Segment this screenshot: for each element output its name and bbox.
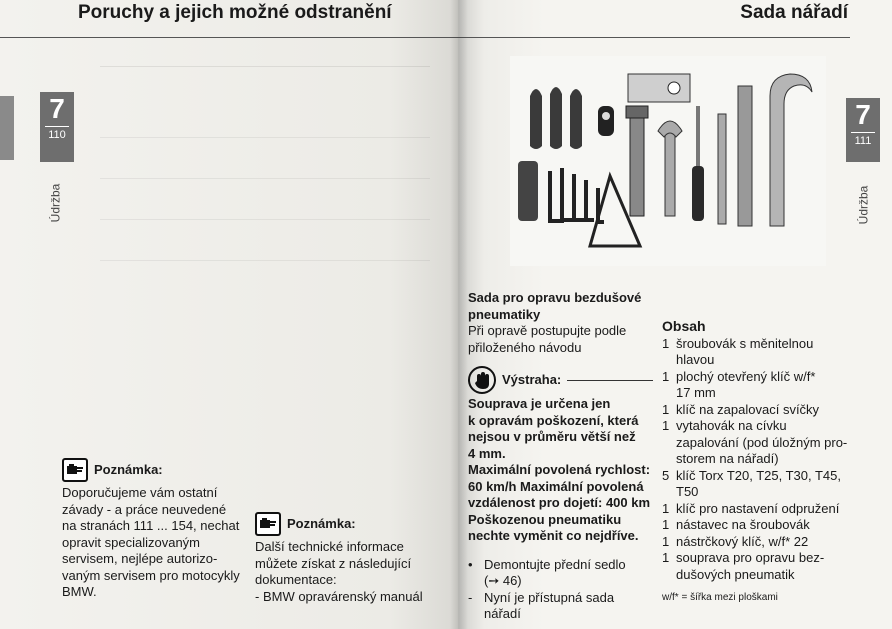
contents-item-text bbox=[676, 534, 852, 551]
tool-kit-photo bbox=[510, 56, 826, 266]
right-header-rule bbox=[458, 37, 850, 38]
open-wrench-icon bbox=[658, 121, 682, 216]
bullet-dot-icon: • bbox=[468, 556, 473, 572]
hook-spanner-icon bbox=[770, 74, 812, 226]
contents-item bbox=[662, 402, 852, 419]
left-note-title: Poznámka: bbox=[94, 461, 163, 477]
note-hand-icon bbox=[62, 458, 88, 482]
contents-list bbox=[662, 336, 852, 584]
left-note-line: na stranách 111 ... 154, nechat bbox=[62, 518, 240, 533]
contents-item-qty: 1 bbox=[662, 517, 670, 532]
instruction-list bbox=[468, 557, 653, 623]
contents-item bbox=[662, 336, 852, 369]
left-page-title: Poruchy a jejich možné odstranění bbox=[78, 2, 392, 23]
contents-item-qty: 5 bbox=[662, 467, 670, 483]
middle-note-line: dokumentace: bbox=[255, 572, 337, 587]
contents-item-line: souprava pro opravu bez- bbox=[676, 550, 825, 565]
contents-item bbox=[662, 468, 852, 501]
contents-item-text bbox=[676, 468, 852, 501]
left-note-line: opravit specializovaným bbox=[62, 534, 201, 550]
middle-note-line: Další technické informace bbox=[255, 539, 404, 554]
contents-item-text bbox=[676, 418, 852, 468]
contents-item-qty: 1 bbox=[662, 533, 670, 549]
contents-item-qty: 1 bbox=[662, 550, 670, 565]
warning-line: k opravám poškození, která bbox=[468, 412, 639, 428]
warning-line: nechte vyměnit co nejdříve. bbox=[468, 528, 639, 543]
warning-heading bbox=[468, 366, 653, 394]
contents-item bbox=[662, 550, 852, 583]
contents-item-qty: 1 bbox=[662, 335, 670, 351]
warning-text bbox=[468, 396, 653, 545]
contents-item bbox=[662, 369, 852, 402]
contents-item-qty: 1 bbox=[662, 500, 670, 516]
contents-item-text bbox=[676, 517, 852, 534]
torx-keys-icon bbox=[550, 168, 604, 222]
warning-title: Výstraha: bbox=[502, 371, 562, 387]
bullet-dash-icon: - bbox=[468, 589, 473, 605]
contents-title: Obsah bbox=[662, 318, 706, 334]
contents-item-line: šroubovák s měnitelnou bbox=[676, 335, 814, 351]
contents-item-text bbox=[676, 336, 852, 369]
contents-item-line: klíč Torx T20, T25, T30, T45, bbox=[676, 467, 841, 483]
left-chapter-number: 7 bbox=[49, 93, 65, 124]
contents-column bbox=[662, 318, 852, 583]
screwdriver-icon bbox=[692, 106, 704, 221]
left-note-line: závady - a práce neuvedené bbox=[62, 501, 227, 517]
contents-item-line: plochý otevřený klíč w/f* bbox=[676, 368, 816, 384]
contents-item-line: zapalování (pod úložným pro- bbox=[676, 434, 848, 450]
left-note-line: Doporučujeme vám ostatní bbox=[62, 485, 218, 500]
contents-item-line: 17 mm bbox=[676, 385, 716, 400]
contents-item-line: storem na nářadí) bbox=[676, 451, 779, 466]
warning-line: Souprava je určena jen bbox=[468, 396, 611, 411]
warning-rule bbox=[567, 380, 653, 381]
torx-holder-icon bbox=[518, 161, 538, 221]
left-note-line: vaným servisem pro motocykly bbox=[62, 567, 240, 583]
left-note-line: servisem, nejlépe autorizo- bbox=[62, 551, 218, 566]
contents-item-text bbox=[676, 402, 852, 419]
co2-cartridges-icon bbox=[530, 87, 582, 149]
contents-item bbox=[662, 517, 852, 534]
contents-item-line: T50 bbox=[676, 484, 699, 499]
instruction-item bbox=[468, 557, 653, 590]
warning-line: 60 km/h Maximální povolená bbox=[468, 478, 644, 494]
valve-tool-icon bbox=[598, 106, 614, 136]
contents-item-text bbox=[676, 550, 852, 583]
left-side-label: Údržba bbox=[48, 183, 63, 223]
right-side-label: Údržba bbox=[856, 185, 871, 225]
middle-note bbox=[255, 512, 445, 605]
left-page-number: 110 bbox=[45, 126, 69, 143]
contents-item bbox=[662, 534, 852, 551]
edge-marker bbox=[0, 96, 14, 160]
contents-item-line: dušových pneumatik bbox=[676, 566, 795, 582]
instruction-reference: (➙ 46) bbox=[484, 573, 522, 588]
footnote: w/f* = šířka mezi ploškami bbox=[662, 592, 778, 603]
contents-item bbox=[662, 501, 852, 518]
warning-line: vzdálenost pro dojetí: 400 km bbox=[468, 495, 651, 510]
warning-hand-icon bbox=[468, 366, 496, 394]
left-chapter-tab bbox=[40, 92, 74, 162]
contents-item-text bbox=[676, 369, 852, 402]
middle-note-title: Poznámka: bbox=[287, 515, 356, 531]
warning-line: Poškozenou pneumatiku bbox=[468, 511, 622, 527]
intro-line: Při opravě postupujte podle bbox=[468, 323, 627, 338]
middle-note-heading bbox=[255, 512, 445, 536]
left-header-rule bbox=[0, 37, 458, 38]
right-page-number: 111 bbox=[851, 132, 875, 149]
contents-item-line: klíč na zapalovací svíčky bbox=[676, 401, 820, 417]
section-title-line: Sada pro opravu bezdušové bbox=[468, 290, 642, 305]
note-hand-icon bbox=[255, 512, 281, 536]
contents-item-line: nástrčkový klíč, w/f* 22 bbox=[676, 533, 809, 549]
warning-line: Maximální povolená rychlost: bbox=[468, 462, 651, 477]
intro-line: přiloženého návodu bbox=[468, 339, 582, 355]
right-page-title: Sada nářadí bbox=[740, 2, 848, 23]
tool-kit-illustration bbox=[510, 56, 826, 266]
contents-item bbox=[662, 418, 852, 468]
contents-item-line: hlavou bbox=[676, 352, 715, 367]
instruction-item bbox=[468, 590, 653, 623]
middle-note-line: - BMW opravárenský manuál bbox=[255, 588, 423, 604]
instruction-text: Demontujte přední sedlo bbox=[484, 556, 626, 572]
left-note-heading bbox=[62, 458, 247, 482]
socket-wrench-icon bbox=[626, 106, 648, 216]
extension-bar-icon bbox=[738, 86, 752, 226]
instruction-text: Nyní je přístupná sada nářadí bbox=[484, 589, 615, 621]
contents-item-line: nástavec na šroubovák bbox=[676, 517, 810, 532]
book-gutter bbox=[450, 0, 468, 629]
contents-item-line: klíč pro nastavení odpružení bbox=[676, 500, 840, 516]
right-chapter-number: 7 bbox=[855, 99, 871, 130]
warning-line: nejsou v průměru větší než bbox=[468, 429, 636, 444]
right-chapter-tab bbox=[846, 98, 880, 162]
middle-note-line: můžete získat z následující bbox=[255, 555, 412, 571]
show-through-text bbox=[100, 60, 430, 261]
screwdriver-extension-icon bbox=[718, 114, 726, 224]
contents-item-qty: 1 bbox=[662, 401, 670, 417]
warning-line: 4 mm. bbox=[468, 445, 506, 461]
left-note bbox=[62, 458, 247, 601]
section-title-line: pneumatiky bbox=[468, 306, 541, 322]
bmw-box-icon bbox=[628, 74, 690, 102]
right-main-column bbox=[468, 290, 653, 623]
contents-item-text bbox=[676, 501, 852, 518]
contents-item-line: vytahovák na cívku bbox=[676, 418, 787, 433]
section-title bbox=[468, 290, 653, 323]
left-note-line: BMW. bbox=[62, 584, 97, 599]
contents-item-qty: 1 bbox=[662, 418, 670, 433]
contents-item-qty: 1 bbox=[662, 368, 670, 384]
